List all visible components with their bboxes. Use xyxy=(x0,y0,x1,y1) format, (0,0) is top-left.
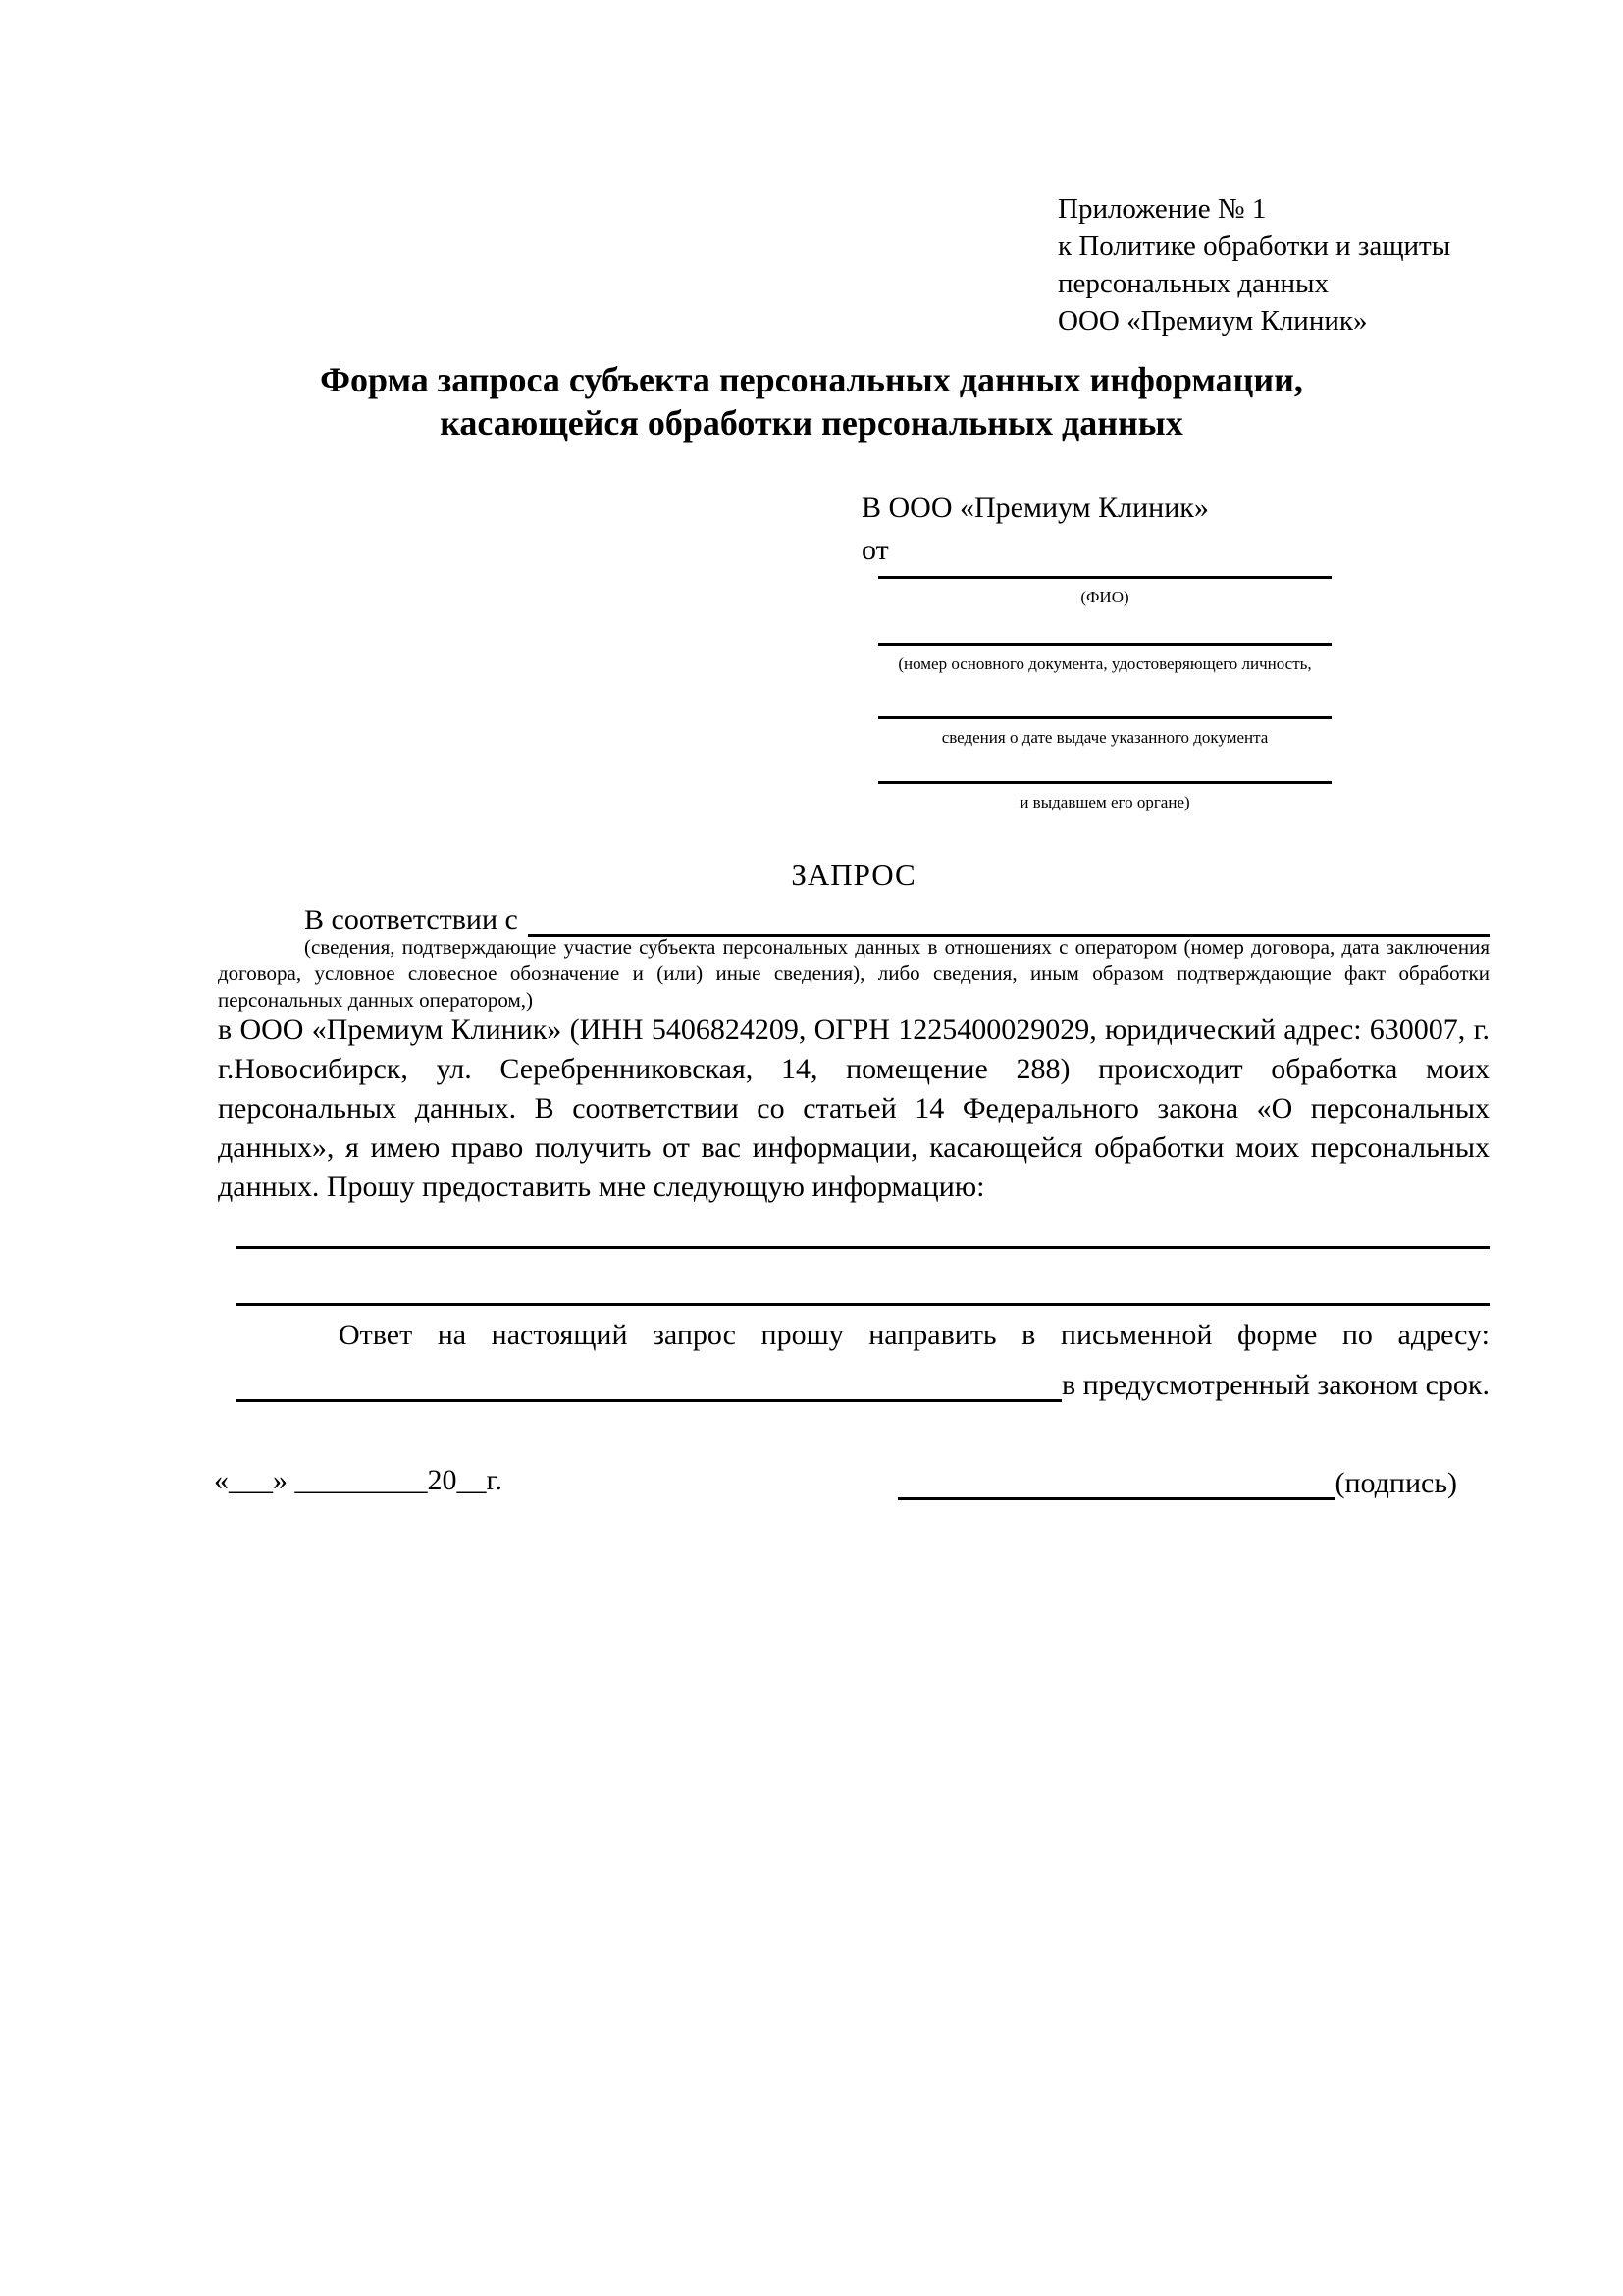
reply-address-blank-line xyxy=(236,1364,1062,1402)
fio-blank-line xyxy=(878,576,1332,579)
issue-date-caption: сведения о дате выдаче указанного документа xyxy=(941,728,1269,747)
accordance-label: В соответствии с xyxy=(304,904,518,936)
request-body-paragraph: в ООО «Премиум Клиник» (ИНН 5406824209, ОГРН 1225400029029, юридический адрес: 630007, г. г.Новосибирск, ул. Серебренниковская, 14, помещение 288) происходит обработка моих персональных данных. В соответствии со статьей 14 Федерального закона «О персональных данных», я имею право получить от вас информации, касающейся обработки моих персональных данных. Прошу предоставить мне следующую информацию: xyxy=(218,1014,1490,1203)
info-blank-line-2 xyxy=(236,1303,1490,1306)
reply-sentence: Ответ на настоящий запрос прошу направить в письменной форме по адресу: xyxy=(339,1319,1490,1351)
doc-number-blank-line xyxy=(878,643,1332,646)
date-blank: «___» _________20__г. xyxy=(214,1464,502,1496)
signature-row xyxy=(898,1460,1457,1500)
info-blank-line-1 xyxy=(236,1246,1490,1249)
appendix-line: Приложение № 1 xyxy=(1058,193,1267,225)
signature-caption: (подпись) xyxy=(1335,1467,1457,1499)
reply-address-row xyxy=(236,1364,1490,1402)
signature-blank-line xyxy=(898,1460,1335,1500)
fine-print-note: (сведения, подтверждающие участие субъекта персональных данных в отношениях с оператором (номер договора, дата заключения договора, условное словесное обозначение и (или) иные сведения), либо сведения, иным образом подтверждающие факт обработки персональных данных оператором,) xyxy=(218,935,1490,1012)
issue-date-blank-line xyxy=(878,716,1332,719)
fio-caption: (ФИО) xyxy=(1080,588,1129,606)
appendix-line: ООО «Премиум Клиник» xyxy=(1058,305,1368,337)
addressee-to: В ООО «Премиум Клиник» xyxy=(862,492,1209,524)
request-heading: ЗАПРОС xyxy=(791,858,916,892)
doc-number-caption: (номер основного документа, удостоверяющего личность, xyxy=(898,654,1312,673)
accordance-blank-line xyxy=(528,899,1490,937)
appendix-line: к Политике обработки и защиты xyxy=(1058,231,1451,262)
reply-tail-text: в предусмотренный законом срок. xyxy=(1062,1369,1490,1401)
document-title-line-2: касающейся обработки персональных данных xyxy=(440,403,1183,443)
accordance-row xyxy=(304,899,1490,937)
issuing-authority-blank-line xyxy=(878,781,1332,784)
addressee-from-label: от xyxy=(862,534,889,566)
appendix-block xyxy=(1058,190,1519,339)
appendix-line: персональных данных xyxy=(1058,268,1330,299)
issuing-authority-caption: и выдавшем его органе) xyxy=(1020,793,1190,811)
document-title-line-1: Форма запроса субъекта персональных данных информации, xyxy=(320,360,1303,399)
